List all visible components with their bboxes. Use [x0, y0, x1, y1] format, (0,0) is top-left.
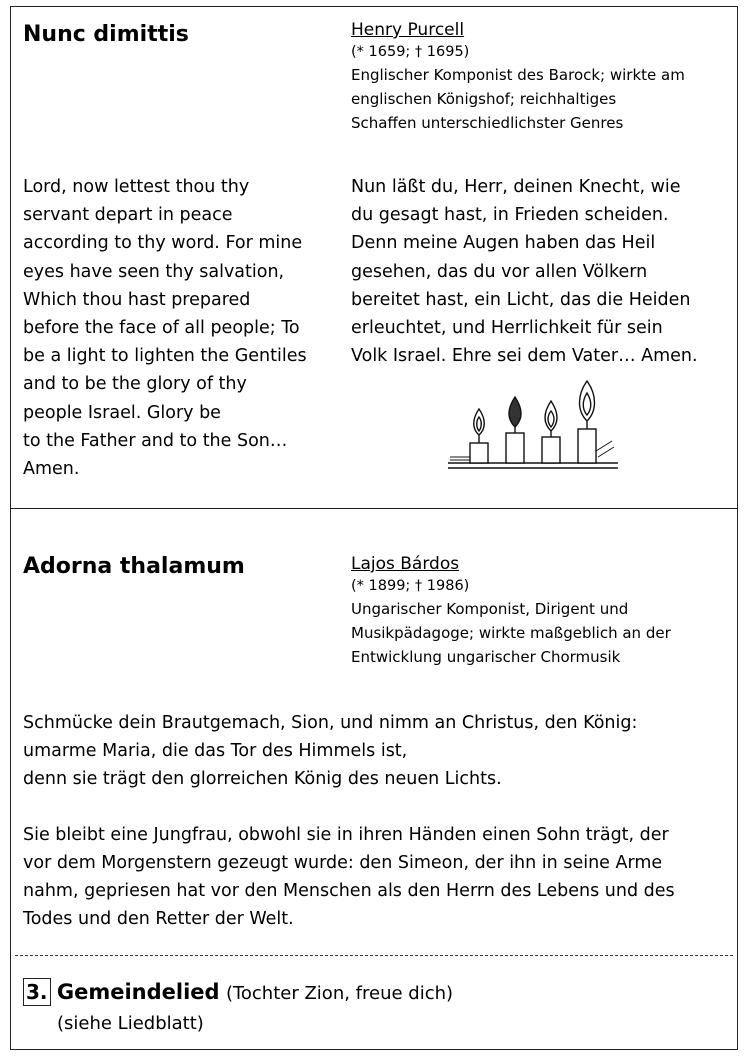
nunc-composer-name: Henry Purcell [351, 20, 465, 40]
adorna-composer-description: Ungarischer Komponist, Dirigent und Musikpädagoge; wirkte maßgeblich an der Entwicklung ungarischer Chormusik [351, 600, 671, 666]
adorna-paragraph-2: Sie bleibt eine Jungfrau, obwohl sie in ihren Händen einen Sohn trägt, der vor dem Morgenstern gezeugt wurde: den Simeon, der ihn in seine Arme nahm, gepriesen hat vor den Menschen als den Herrn des Lebens und des Todes und den Retter der Welt. [23, 825, 675, 929]
dashed-divider [15, 955, 733, 956]
adorna-paragraph-1: Schmücke dein Brautgemach, Sion, und nimm an Christus, den König: umarme Maria, die das Tor des Himmels ist, denn sie trägt den glorreichen König des neuen Lichts. [23, 713, 638, 789]
advent-candles-icon [448, 371, 618, 471]
nunc-composer-info [351, 19, 685, 135]
program-page [10, 6, 738, 1050]
adorna-thalamum-title: Adorna thalamum [23, 554, 245, 579]
gemeindelied-subtitle: (Tochter Zion, freue dich) [225, 983, 454, 1004]
gemeindelied-title: Gemeindelied [56, 980, 220, 1004]
nunc-dimittis-section [11, 7, 737, 509]
nunc-composer-dates: (* 1659; † 1695) [351, 44, 470, 60]
adorna-thalamum-section [11, 509, 737, 955]
gemeindelied-note: (siehe Liedblatt) [57, 1013, 204, 1034]
nunc-dimittis-title: Nunc dimittis [23, 22, 189, 47]
nunc-german-text: Nun läßt du, Herr, deinen Knecht, wie du gesagt hast, in Frieden scheiden. Denn meine Augen haben das Heil gesehen, das du vor allen Völkern bereitet hast, ein Licht, das die Heiden erleuchtet, und Herrlichkeit für sein Volk Israel. Ehre sei dem Vater… Amen. [351, 177, 698, 367]
adorna-composer-name: Lajos Bárdos [351, 554, 460, 574]
nunc-english-text: Lord, now lettest thou thy servant depart in peace according to thy word. For mine eyes have seen thy salvation, Which thou hast prepared before the face of all people; To be a light to lighten the Gentiles and to be the glory of thy people Israel. Glory be to the Father and to the Son… Amen. [23, 177, 307, 480]
item-number-badge: 3. [23, 978, 51, 1006]
nunc-composer-description: Englischer Komponist des Barock; wirkte am englischen Königshof; reichhaltiges Schaffen unterschiedlichster Genres [351, 66, 685, 132]
adorna-composer-dates: (* 1899; † 1986) [351, 578, 470, 594]
gemeindelied-section [11, 959, 737, 1049]
adorna-composer-info [351, 553, 671, 669]
gemeindelied-heading [23, 977, 453, 1009]
